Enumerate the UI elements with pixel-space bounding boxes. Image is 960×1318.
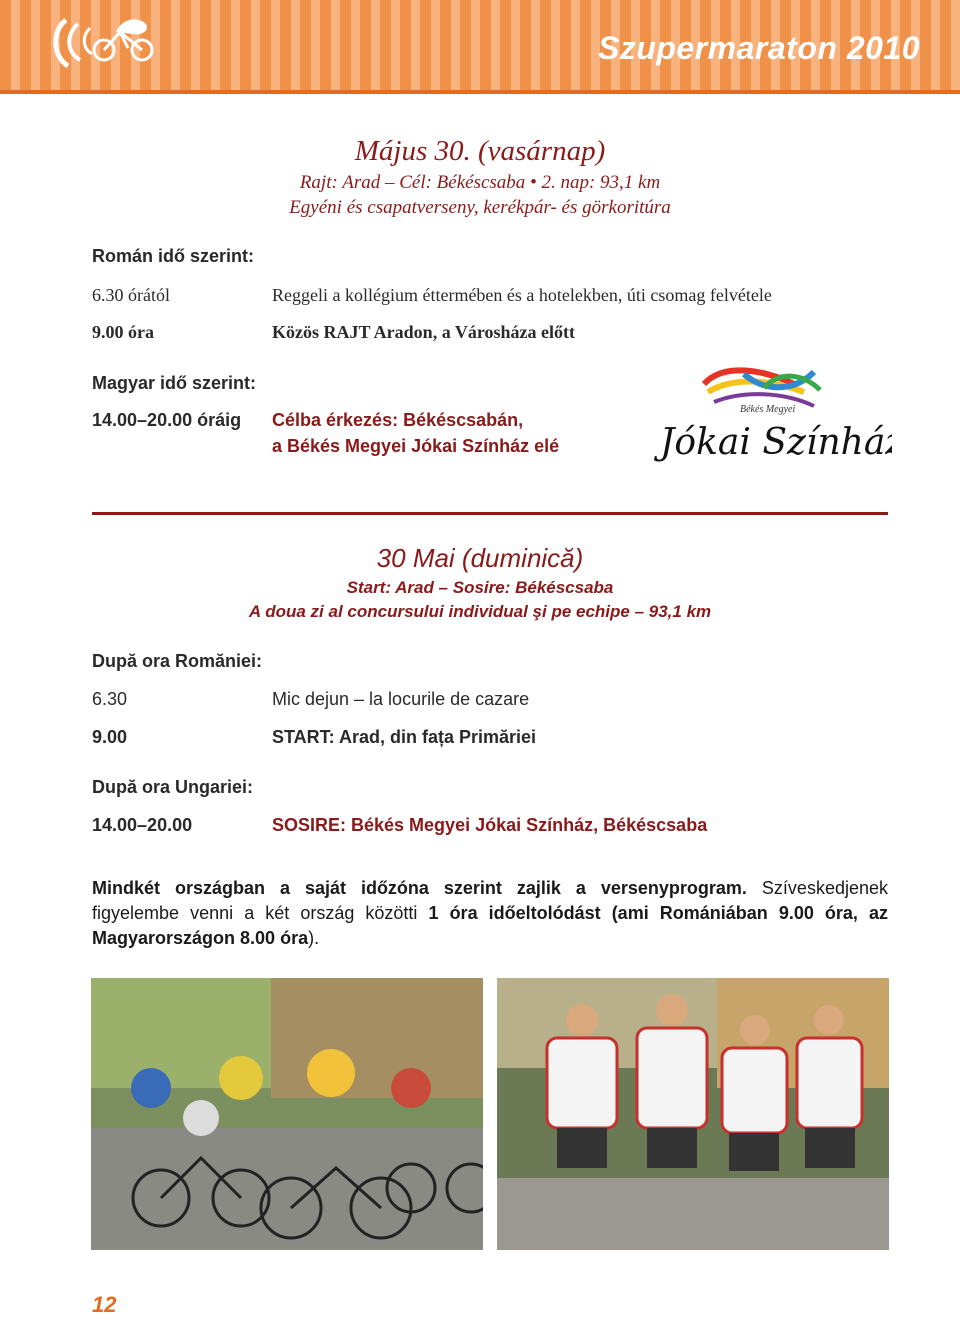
hu-row1-time: 6.30 órától xyxy=(92,285,170,305)
cyclist-logo-icon xyxy=(46,8,166,78)
hu-row3-time: 14.00–20.00 óráig xyxy=(92,410,242,430)
ro-event-subtitle: A doua zi al concursului individual şi pe echipe – 93,1 km xyxy=(248,602,712,621)
note-end: ). xyxy=(308,928,320,948)
section-divider xyxy=(92,512,888,515)
header-divider xyxy=(0,90,960,94)
ro-label-hungarian-time: După ora Ungariei: xyxy=(92,777,254,797)
hu-row1-desc: Reggeli a kollégium éttermében és a hotelekben, úti csomag felvétele xyxy=(272,285,772,305)
hu-row2-desc: Közös RAJT Aradon, a Városháza előtt xyxy=(272,322,576,342)
hu-date-title: Május 30. (vasárnap) xyxy=(354,135,606,167)
jokai-ribbon-icon xyxy=(654,362,892,470)
hu-label-hungarian-time: Magyar idő szerint: xyxy=(92,373,257,393)
page-number: 12 xyxy=(92,1292,117,1317)
ro-row1-time: 6.30 xyxy=(92,689,128,709)
hu-event-subtitle: Egyéni és csapatverseny, kerékpár- és görkoritúra xyxy=(289,197,671,218)
note-bold-1: Mindkét országban a saját időzóna szerint zajlik a versenyprogram. xyxy=(92,878,747,898)
header-title: Szupermaraton 2010 xyxy=(597,30,920,66)
jokai-text: Jókai Színház xyxy=(660,422,892,463)
runners-photo xyxy=(497,978,889,1250)
ro-row3-desc: SOSIRE: Békés Megyei Jókai Színház, Békéscsaba xyxy=(272,815,708,835)
header-band xyxy=(0,0,960,90)
note-normal: Szíveskedjenek figyelembe venni a két ország közötti xyxy=(92,878,888,923)
hu-row3-desc-line1: Célba érkezés: Békéscsabán, xyxy=(272,410,524,430)
timezone-note xyxy=(92,876,888,951)
ro-row3-time: 14.00–20.00 xyxy=(92,815,193,835)
jokai-theatre-logo xyxy=(654,362,892,470)
ro-label-romanian-time: După ora Romăniei: xyxy=(92,651,263,671)
hu-label-romanian-time: Román idő szerint: xyxy=(92,246,255,266)
jokai-small-text: Békés Megyei xyxy=(740,404,796,415)
cyclists-photo xyxy=(91,978,483,1250)
hu-row2-time: 9.00 óra xyxy=(92,322,154,342)
ro-date-title: 30 Mai (duminică) xyxy=(376,543,584,573)
hu-route-subtitle: Rajt: Arad – Cél: Békéscsaba • 2. nap: 93,1 km xyxy=(299,172,661,193)
note-bold-2: 1 óra időeltolódást (ami Romániában 9.00 óra, az Magyarországon 8.00 óra xyxy=(92,903,888,948)
ro-route-subtitle: Start: Arad – Sosire: Békéscsaba xyxy=(346,578,614,597)
ro-row1-desc: Mic dejun – la locurile de cazare xyxy=(272,689,530,709)
ro-row2-desc: START: Arad, din fața Primăriei xyxy=(272,727,537,747)
hu-row3-desc-line2: a Békés Megyei Jókai Színház elé xyxy=(272,436,560,456)
ro-row2-time: 9.00 xyxy=(92,727,128,747)
